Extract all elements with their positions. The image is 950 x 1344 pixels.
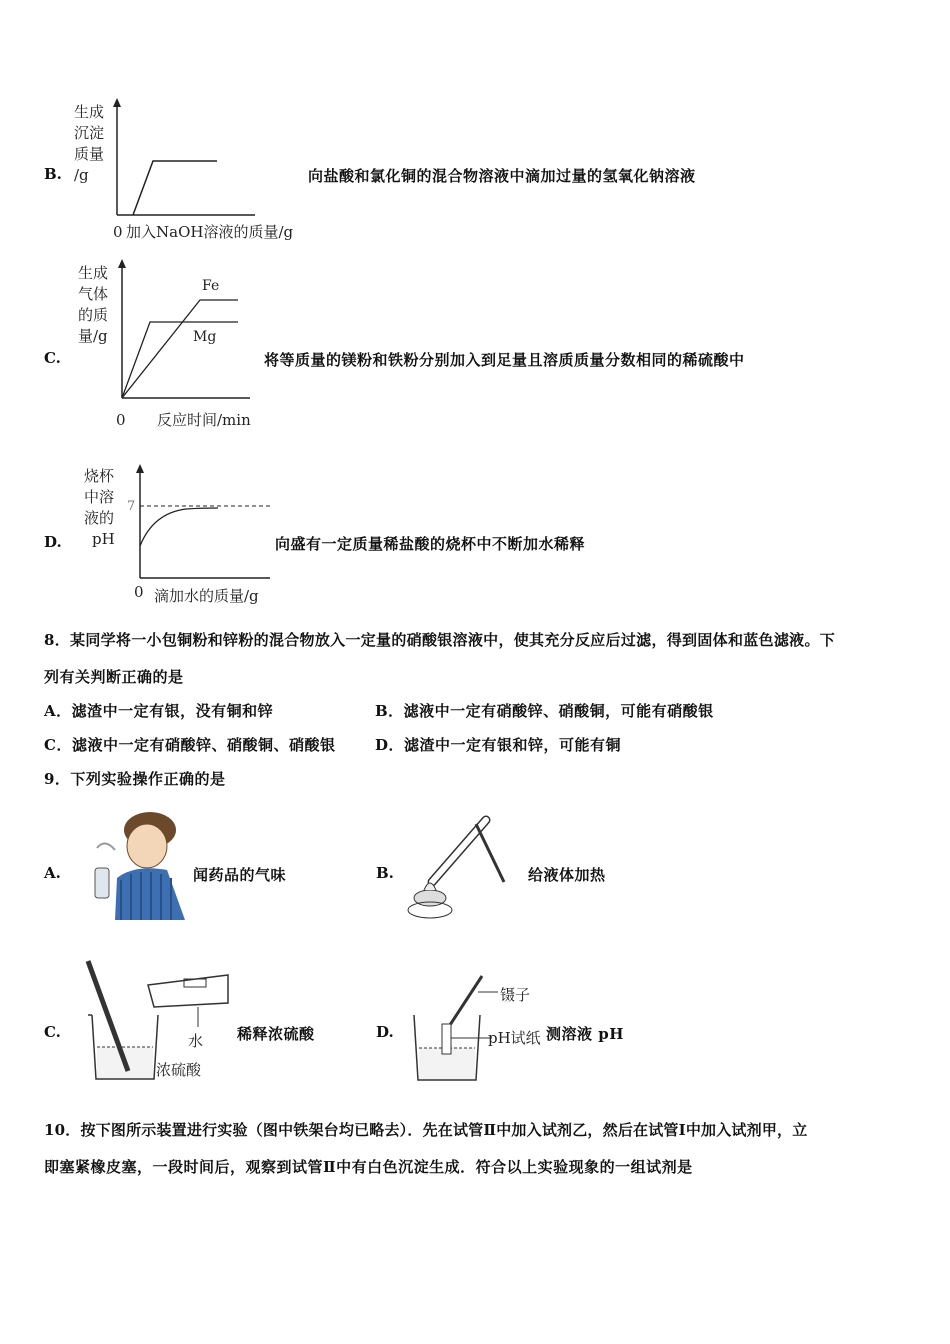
q7-c-xlabel: 反应时间/min: [157, 411, 251, 429]
ph-curve: [140, 508, 218, 546]
q9-option-d-letter: D.: [376, 1023, 394, 1041]
ylabel-line: 气体: [78, 285, 109, 303]
q7-b-xlabel: 加入NaOH溶液的质量/g: [126, 223, 294, 241]
ylabel-line: 量/g: [78, 327, 108, 345]
q9-option-c-letter: C.: [44, 1023, 61, 1041]
y-axis-arrow: [136, 464, 144, 473]
q9-b-heating-illustration: [400, 810, 520, 925]
mg-curve: [122, 322, 238, 398]
q8-stem-line1: 8．某同学将一小包铜粉和锌粉的混合物放入一定量的硝酸银溶液中，使其充分反应后过滤，得到固体和蓝色滤液。下: [44, 631, 836, 649]
q9-d-tweezers-label: 镊子: [500, 986, 531, 1004]
q7-c-mg-label: Mg: [193, 329, 217, 345]
q7-option-b-letter: B.: [44, 165, 62, 183]
q7-c-origin: 0: [116, 411, 126, 429]
water-beaker: [148, 975, 228, 1007]
q7-option-d-letter: D.: [44, 533, 62, 551]
face: [127, 824, 167, 868]
q9-c-acid-label: 浓硫酸: [156, 1061, 202, 1079]
ylabel-line: 液的: [84, 509, 115, 527]
ylabel-line: 的质: [78, 306, 109, 324]
q9-d-ph-illustration: [400, 970, 500, 1085]
ylabel-line: 沉淀: [74, 124, 105, 142]
y-axis-arrow: [118, 259, 126, 268]
q9-option-b-letter: B.: [376, 864, 394, 882]
q7-d-tick-7: 7: [127, 499, 136, 514]
q8-option-b: B．滤液中一定有硝酸锌、硝酸铜，可能有硝酸银: [375, 702, 714, 720]
q9-b-caption: 给液体加热: [528, 866, 606, 884]
q8-option-d: D．滤渣中一定有银和锌，可能有铜: [375, 736, 622, 754]
q7-b-ylabel: [74, 102, 104, 186]
q9-a-caption: 闻药品的气味: [193, 866, 287, 884]
ylabel-line: 质量: [74, 145, 105, 163]
q7-c-graph: [110, 255, 260, 405]
q7-d-xlabel: 滴加水的质量/g: [154, 587, 259, 605]
waving-hand: [97, 843, 115, 850]
ylabel-line: 生成: [74, 103, 105, 121]
y-axis-arrow: [113, 98, 121, 107]
q7-b-description: 向盐酸和氯化铜的混合物溶液中滴加过量的氢氧化钠溶液: [308, 167, 696, 185]
ylabel-line: 中溶: [84, 488, 115, 506]
q8-stem-line2: 列有关判断正确的是: [44, 668, 184, 686]
ph-paper: [442, 1024, 451, 1054]
q7-d-description: 向盛有一定质量稀盐酸的烧杯中不断加水稀释: [275, 535, 586, 553]
q7-c-fe-label: Fe: [202, 278, 220, 294]
q9-c-caption: 稀释浓硫酸: [237, 1025, 315, 1043]
q7-b-origin: 0: [113, 223, 123, 241]
q10-stem-line2: 即塞紧橡皮塞，一段时间后，观察到试管Ⅱ中有白色沉淀生成．符合以上实验现象的一组试剂是: [44, 1158, 693, 1176]
q9-c-water-label: 水: [188, 1032, 204, 1050]
q9-d-caption: 测溶液 pH: [546, 1025, 624, 1043]
q10-stem-line1: 10．按下图所示装置进行实验（图中铁架台均已略去）．先在试管Ⅱ中加入试剂乙，然后在试管Ⅰ中加入试剂甲，立: [44, 1121, 808, 1139]
q7-c-description: 将等质量的镁粉和铁粉分别加入到足量且溶质质量分数相同的稀硫酸中: [264, 351, 745, 369]
ylabel-line: 烧杯: [84, 467, 115, 485]
q9-d-paper-label: pH试纸: [488, 1029, 541, 1047]
precipitate-curve: [133, 161, 217, 215]
q7-d-ylabel: [84, 466, 115, 550]
ylabel-line: 生成: [78, 264, 109, 282]
tweezers: [448, 976, 482, 1028]
q7-option-c-letter: C.: [44, 349, 61, 367]
q9-stem: 9．下列实验操作正确的是: [44, 770, 226, 788]
q9-option-a-letter: A.: [44, 864, 61, 882]
reagent-bottle: [95, 868, 109, 898]
q9-a-smelling-illustration: [75, 808, 190, 923]
q7-c-ylabel: [78, 263, 108, 347]
q7-d-graph: [128, 460, 278, 585]
q8-option-c: C．滤液中一定有硝酸锌、硝酸铜、硝酸银: [44, 736, 336, 754]
ylabel-line: pH: [92, 530, 115, 548]
q8-option-a: A．滤渣中一定有银，没有铜和锌: [44, 702, 274, 720]
q7-d-origin: 0: [134, 583, 144, 601]
ylabel-line: /g: [74, 166, 89, 184]
tube-holder: [476, 824, 504, 882]
